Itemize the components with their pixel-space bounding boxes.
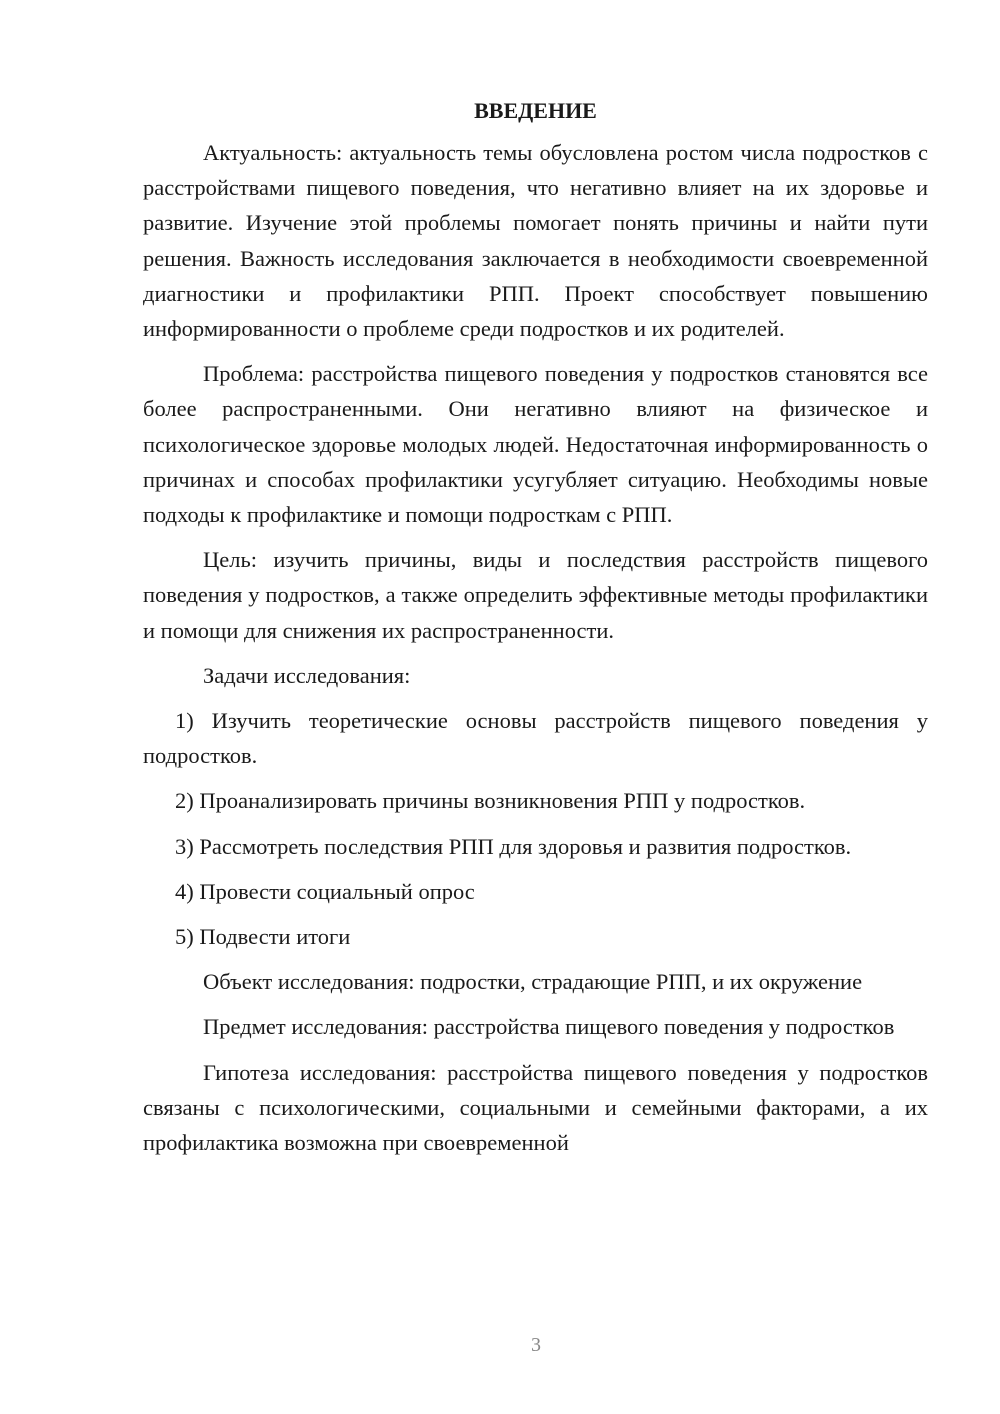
paragraph-problem: Проблема: расстройства пищевого поведения у подростков становятся все более распространенными. Они негативно влияют на физическое и психологическое здоровье молодых людей. Недостаточная информированность о причинах и способах профилактики усугубляет ситуацию. Необходимы новые подходы к профилактике и помощи подросткам с РПП. [143, 361, 928, 528]
paragraph-goal: Цель: изучить причины, виды и последствия расстройств пищевого поведения у подростков, а также определить эффективные методы профилактики и помощи для снижения их распространенности. [143, 547, 928, 643]
task-item: 1) Изучить теоретические основы расстройств пищевого поведения у подростков. [143, 708, 928, 769]
paragraph-object: Объект исследования: подростки, страдающие РПП, и их окружение [203, 969, 863, 995]
section-title: ВВЕДЕНИЕ [474, 98, 597, 123]
tasks-heading: Задачи исследования: [203, 662, 411, 688]
paragraph-subject: Предмет исследования: расстройства пищевого поведения у подростков [203, 1014, 895, 1040]
page-content [143, 96, 928, 1160]
task-item: 2) Проанализировать причины возникновения РПП у подростков. [175, 788, 806, 814]
paragraph-relevance: Актуальность: актуальность темы обусловлена ростом числа подростков с расстройствами пищевого поведения, что негативно влияет на их здоровье и развитие. Изучение этой проблемы помогает понять причины и найти пути решения. Важность исследования заключается в необходимости своевременной диагностики и профилактики РПП. Проект способствует повышению информированности о проблеме среди подростков и их родителей. [143, 140, 928, 342]
task-item: 4) Провести социальный опрос [175, 878, 475, 904]
paragraph-hypothesis: Гипотеза исследования: расстройства пищевого поведения у подростков связаны с психологическими, социальными и семейными факторами, а их профилактика возможна при своевременной [143, 1059, 928, 1156]
task-item: 3) Рассмотреть последствия РПП для здоровья и развития подростков. [175, 833, 852, 859]
page-number: 3 [531, 1334, 541, 1356]
task-item: 5) Подвести итоги [175, 924, 351, 950]
